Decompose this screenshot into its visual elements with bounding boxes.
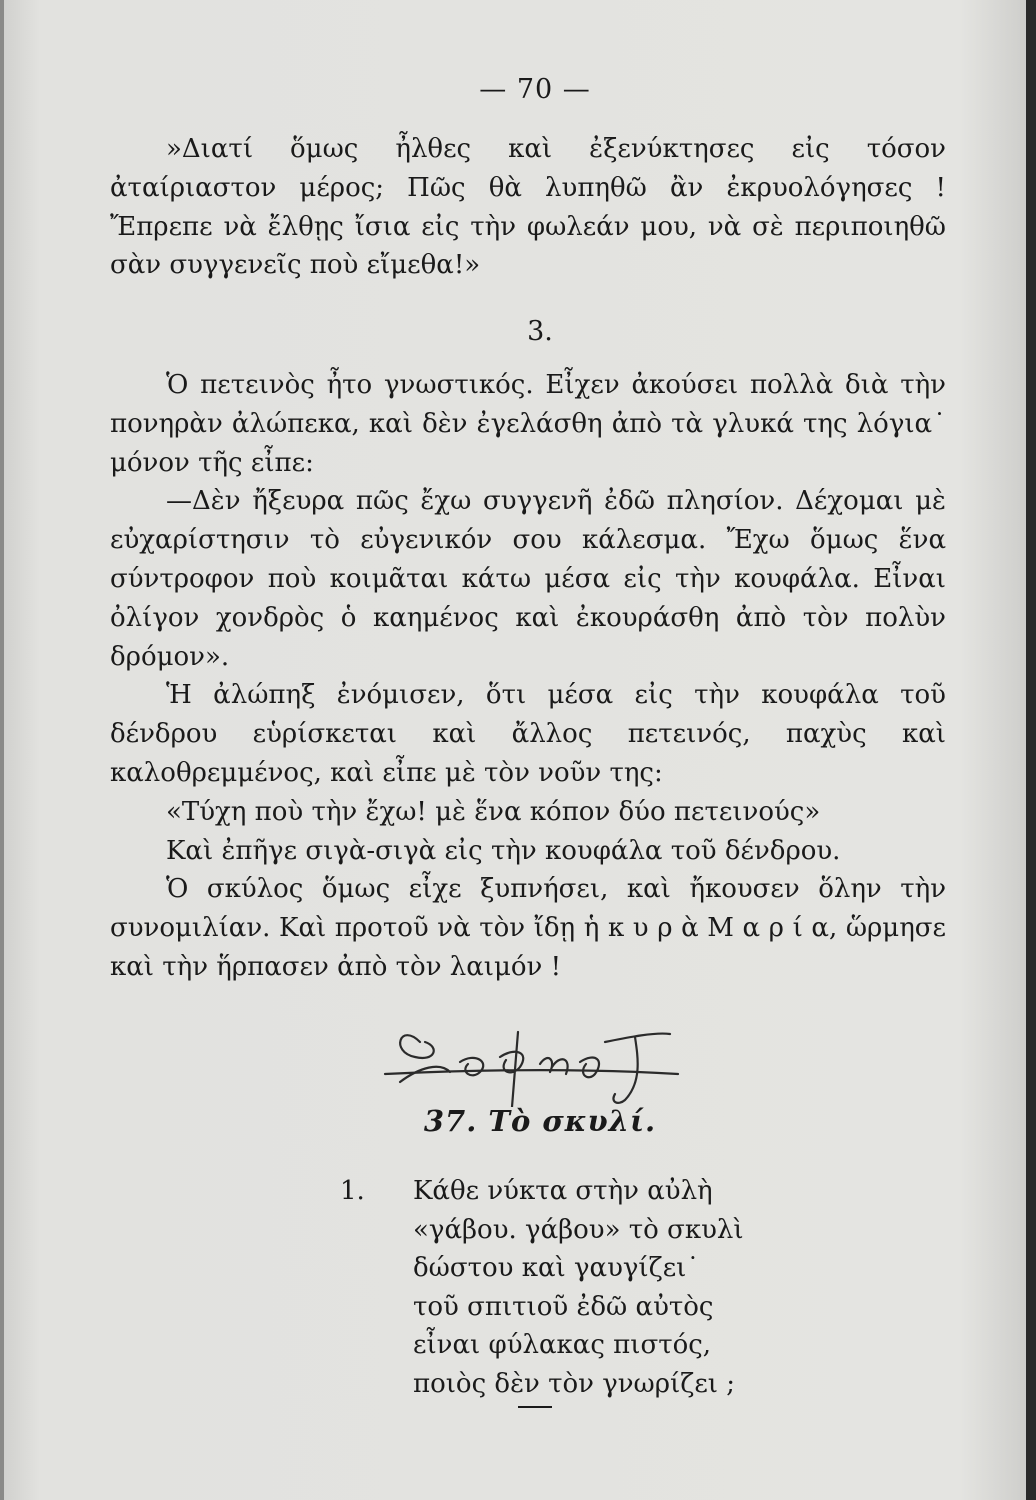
- book-spine-shadow: [1026, 0, 1036, 1500]
- paragraph: »Διατί ὅμως ἦλθες καὶ ἐξενύκτησες εἰς τόσον ἀταίριαστον μέρος; Πῶς θὰ λυπηθῶ ἂν ἐκρυολόγησες ! Ἔπρεπε νὰ ἔλθῃς ἴσια εἰς τὴν φωλεάν μου, νὰ σὲ περιποιηθῶ σὰν συγγενεῖς ποὺ εἴμεθα!»: [110, 134, 946, 281]
- poem-line: ποιὸς δὲν τὸν γνωρίζει ;: [413, 1368, 736, 1399]
- poem-line: Κάθε νύκτα στὴν αὐλὴ: [413, 1176, 713, 1206]
- paragraph: Ἡ ἀλώπηξ ἐνόμισεν, ὅτι μέσα εἰς τὴν κουφάλα τοῦ δένδρου εὑρίσκεται καὶ ἄλλος πετεινός, παχὺς καὶ καλοθρεμμένος, καὶ εἶπε μὲ τὸν νοῦν της:: [110, 680, 946, 788]
- text-block-part1: [110, 130, 946, 285]
- paragraph: —Δὲν ἤξευρα πῶς ἔχω συγγενῆ ἐδῶ πλησίον. Δέχομαι μὲ εὐχαρίστησιν τὸ εὐγενικόν σου κάλεσμα. Ἔχω ὅμως ἕνα σύντροφον ποὺ κοιμᾶται κάτω μέσα εἰς τὴν κουφάλα. Εἶναι ὀλίγον χονδρὸς ὁ καημένος καὶ ἐκουράσθη ἀπὸ τὸν πολὺν δρόμον».: [110, 486, 946, 672]
- paragraph: Ὁ σκύλος ὅμως εἶχε ξυπνήσει, καὶ ἤκουσεν ὅλην τὴν συνομιλίαν. Καὶ προτοῦ νὰ τὸν ἴδῃ ἡ κ υ ρ ὰ Μ α ρ ί α, ὥρμησε καὶ τὴν ἥρπασεν ἀπὸ τὸν λαιμόν !: [110, 874, 946, 982]
- poem: [340, 1172, 744, 1403]
- handwritten-signature: [380, 1012, 680, 1107]
- section-number: 3.: [527, 316, 553, 347]
- paragraph: «Τύχη ποὺ τὴν ἔχω! μὲ ἕνα κόπον δύο πετεινούς»: [166, 796, 821, 827]
- stanza-number: 1.: [340, 1176, 365, 1206]
- chapter-title: 37. Τὸ σκυλί.: [423, 1104, 657, 1138]
- page-left-edge: [0, 0, 4, 1500]
- poem-line: τοῦ σπιτιοῦ ἐδῶ αὐτὸς: [413, 1291, 714, 1322]
- poem-stanza: [413, 1172, 744, 1403]
- end-rule-divider: [518, 1406, 552, 1408]
- poem-line: εἶναι φύλακας πιστός,: [413, 1330, 712, 1360]
- poem-line: δώστου καὶ γαυγίζει˙: [413, 1253, 700, 1283]
- page-number: — 70 —: [479, 74, 591, 105]
- paragraph: Ὁ πετεινὸς ἦτο γνωστικός. Εἶχεν ἀκούσει πολλὰ διὰ τὴν πονηρὰν ἀλώπεκα, καὶ δὲν ἐγελάσθη ἀπὸ τὰ γλυκά της λόγια˙ μόνον τῆς εἶπε:: [110, 370, 946, 478]
- poem-line: «γάβου. γάβου» τὸ σκυλὶ: [413, 1214, 744, 1245]
- text-block-part2: [110, 366, 946, 987]
- paragraph: Καὶ ἐπῆγε σιγὰ-σιγὰ εἰς τὴν κουφάλα τοῦ δένδρου.: [166, 835, 841, 866]
